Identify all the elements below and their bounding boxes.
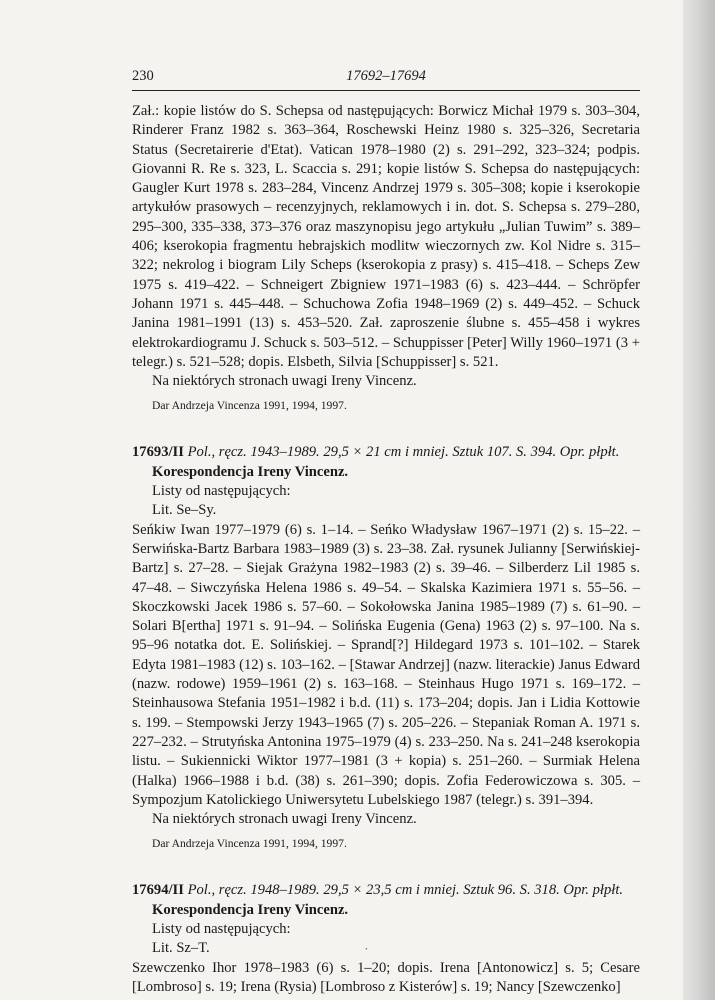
page-header: [132, 64, 640, 91]
entry-17693-title: Korespondencja Ireny Vincenz.: [152, 463, 349, 480]
entry-17692-provenance: Dar Andrzeja Vincenza 1991, 1994, 1997.: [152, 399, 347, 413]
entry-17693-heading: [132, 443, 640, 462]
running-title: 17692–17694: [346, 68, 426, 84]
entry-17694-heading: [132, 881, 640, 900]
entry-17693-letters-from: Listy od następujących:: [152, 483, 291, 500]
entry-17694-number: 17694/II: [132, 882, 184, 899]
entry-17694-correspondents: Szewczenko Ihor 1978–1983 (6) s. 1–20; dopis. Irena [Antonowicz] s. 5; Cesare [Lombroso] s. 19; Irena (Rysia) [Lombroso z Kisterów] s. 19; Nancy [Szewczenko]: [132, 959, 640, 995]
page-number: 230: [132, 68, 154, 84]
entry-17693-provenance: Dar Andrzeja Vincenza 1991, 1994, 1997.: [152, 837, 347, 851]
entry-17694-letters-from: Listy od następujących:: [152, 920, 291, 937]
page-body: [132, 102, 640, 997]
entry-17692-note: Na niektórych stronach uwagi Ireny Vincenz.: [152, 373, 417, 390]
entry-17694-description: Pol., ręcz. 1948–1989. 29,5 × 23,5 cm i mniej. Sztuk 96. S. 318. Opr. płpłt.: [187, 882, 624, 899]
entry-17693-description: Pol., ręcz. 1943–1989. 29,5 × 21 cm i mniej. Sztuk 107. S. 394. Opr. płpłt.: [187, 444, 620, 461]
entry-17693-number: 17693/II: [132, 444, 184, 461]
page-speck: ˙: [364, 946, 369, 961]
entry-17694-title: Korespondencja Ireny Vincenz.: [152, 901, 349, 918]
entry-17694-range: Lit. Sz–T.: [152, 940, 210, 957]
page-edge-shadow: [683, 0, 715, 1000]
entry-17693-correspondents: Seńkiw Iwan 1977–1979 (6) s. 1–14. – Seńko Władysław 1967–1971 (2) s. 15–22. – Serwińska-Bartz Barbara 1983–1989 (3) s. 23–38. Zał. rysunek Julianny [Serwińskiej-Bartz] s. 27–28. – Siejak Grażyna 1982–1983 (2) s. 39–46. – Silberderz Lil 1985 s. 47–48. – Siwczyńska Helena 1986 s. 49–54. – Skalska Kazimiera 1971 s. 55–56. – Skoczkowski Jacek 1986 s. 57–60. – Sokołowska Janina 1985–1989 (7) s. 61–90. – Solari B[ertha] 1971 s. 91–94. – Solińska Eugenia (Gena) 1963 (2) s. 97–100. Na s. 95–96 notatka dot. E. Solińskiej. – Sprand[?] Hildegard 1973 s. 101–102. – Starek Edyta 1981–1983 (12) s. 103–162. – [Stawar Andrzej] (nazw. literackie) Janus Edward (nazw. rodowe) 1959–1961 (2) s. 163–168. – Steinhaus Hugo 1971 s. 169–172. – Steinhausowa Stefania 1951–1982 i b.d. (11) s. 173–204; dopis. Jan i Lidia Kottowie s. 199. – Stempowski Jerzy 1943–1965 (7) s. 205–226. – Stepaniak Roman A. 1971 s. 227–232. – Strutyńska Antonina 1975–1979 (4) s. 233–250. Na s. 241–248 kserokopia listu. – Sukiennicki Wiktor 1977–1981 (3 + kopia) s. 251–260. – Surmiak Helena (Halka) 1966–1988 i b.d. (38) s. 261–390; dopis. Zofia Federowiczowa s. 305. – Sympozjum Katolickiego Uniwersytetu Lubelskiego 1987 (telegr.) s. 391–394.: [132, 521, 640, 808]
entry-17693-range: Lit. Se–Sy.: [152, 502, 217, 519]
entry-17693-note: Na niektórych stronach uwagi Ireny Vincenz.: [152, 811, 417, 828]
entry-17692-attachments: Zał.: kopie listów do S. Schepsa od następujących: Borwicz Michał 1979 s. 303–304, Rinderer Franz 1982 s. 363–364, Roschewski Heinz 1980 s. 325–326, Secretaria Status (Secretairerie d'Etat). Vatican 1978–1980 (2) s. 291–292, 323–324; podpis. Giovanni R. Re s. 323, L. Scaccia s. 291; kopie listów S. Schepsa do następujących: Gaugler Kurt 1978 s. 283–284, Vincenz Andrzej 1979 s. 305–308; kopie i kserokopie artykułów prasowych – recenzyjnych, reklamowych i in. dot. S. Schepsa s. 279–280, 295–300, 335–338, 373–376 oraz maszynopisu jego artykułu „Julian Tuwim” s. 389–406; kserokopia fragmentu hebrajskich modlitw wieczornych zw. Kol Nidre s. 315–322; nekrolog i biogram Lily Scheps (kserokopia z prasy) s. 415–418. – Scheps Zew 1975 s. 419–422. – Schneigert Zbigniew 1971–1983 (6) s. 423–444. – Schröpfer Johann 1971 s. 445–448. – Schuchowa Zofia 1948–1969 (2) s. 449–452. – Schuck Janina 1981–1991 (13) s. 453–520. Zał. zaproszenie ślubne s. 455–458 i wykres elektrokardiogramu J. Schuck s. 503–512. – Schuppisser [Peter] Willy 1960–1971 (3 + telegr.) s. 521–528; dopis. Elsbeth, Silvia [Schuppisser] s. 521.: [132, 103, 640, 370]
